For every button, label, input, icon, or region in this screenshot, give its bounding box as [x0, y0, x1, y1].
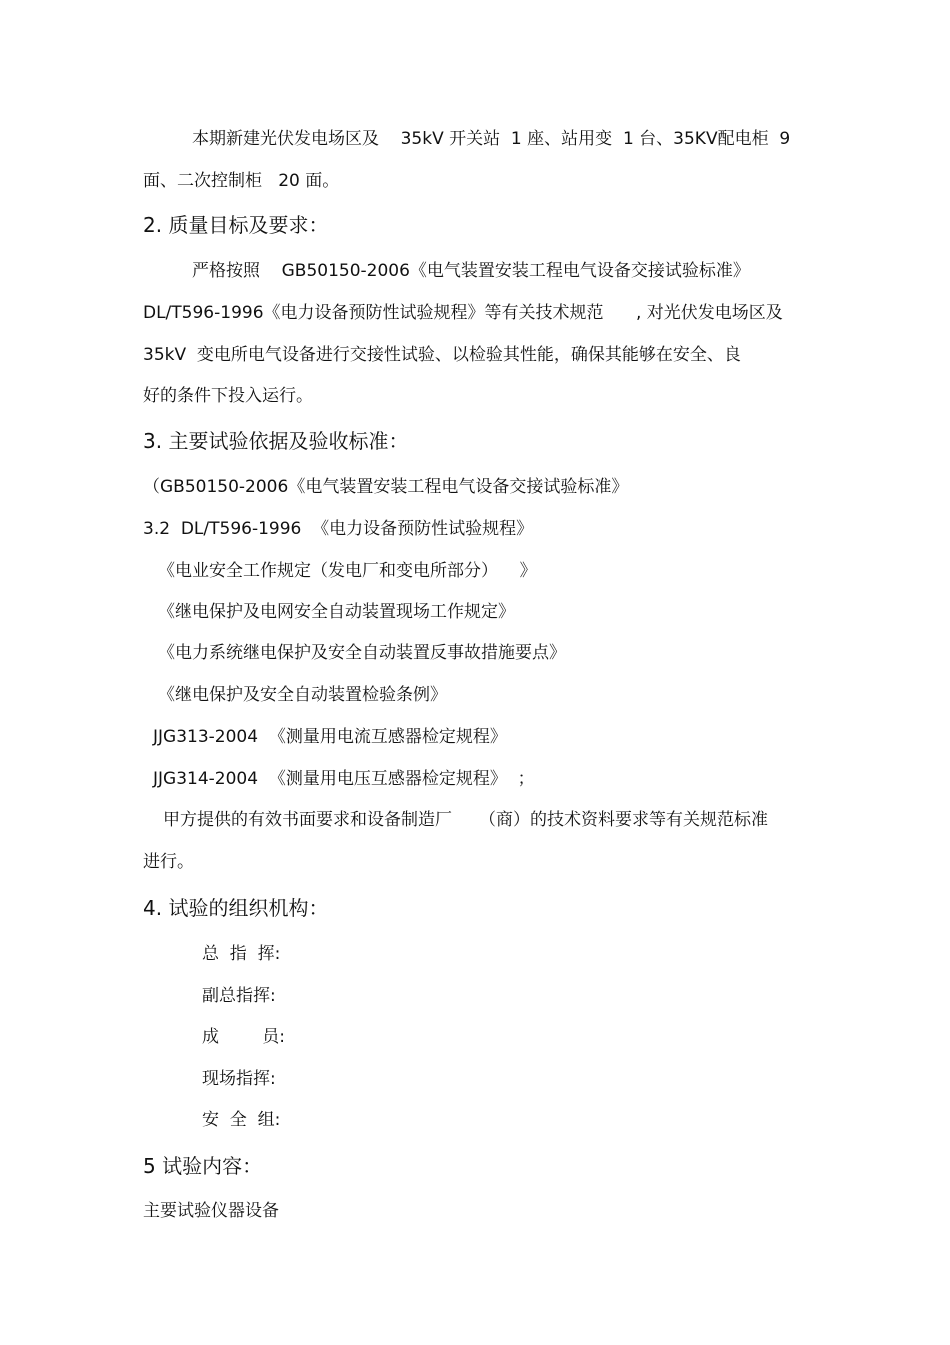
paragraph-1-line-2: 面、二次控制柜 20 面。: [143, 171, 340, 191]
standard-item-8: JJG314-2004 《测量用电压互感器检定规程》 ；: [153, 769, 535, 789]
heading-5: 5 试验内容：: [143, 1154, 263, 1178]
standard-item-9-line-1: 甲方提供的有效书面要求和设备制造厂 （商）的技术资料要求等有关规范标准: [163, 810, 769, 830]
standard-item-9-line-2: 进行。: [143, 852, 194, 872]
standard-item-7: JJG313-2004 《测量用电流互感器检定规程》: [153, 727, 507, 747]
org-label-deputy-commander: 副总指挥:: [202, 986, 276, 1006]
standard-item-6: 《继电保护及安全自动装置检验条例》: [158, 685, 447, 705]
standard-item-1: （GB50150-2006《电气装置安装工程电气设备交接试验标准》: [143, 477, 629, 497]
heading-4: 4. 试验的组织机构：: [143, 896, 329, 920]
heading-2: 2. 质量目标及要求：: [143, 213, 329, 237]
paragraph-2-line-1: 严格按照 GB50150-2006《电气装置安装工程电气设备交接试验标准》: [192, 261, 750, 281]
org-label-commander: 总 指 挥:: [202, 944, 281, 964]
paragraph-5: 主要试验仪器设备: [143, 1201, 279, 1221]
paragraph-2-line-4: 好的条件下投入运行。: [143, 386, 313, 406]
standard-item-2: 3.2 DL/T596-1996 《电力设备预防性试验规程》: [143, 519, 534, 539]
heading-3: 3. 主要试验依据及验收标准：: [143, 429, 409, 453]
paragraph-2-line-2: DL/T596-1996《电力设备预防性试验规程》等有关技术规范 , 对光伏发电场区及: [143, 303, 783, 323]
org-label-site-commander: 现场指挥:: [202, 1069, 276, 1089]
org-label-members: 成 员:: [202, 1027, 285, 1047]
paragraph-1-line-1: 本期新建光伏发电场区及 35kV 开关站 1 座、站用变 1 台、35KV配电柜 9: [192, 129, 791, 149]
standard-item-3: 《电业安全工作规定（发电厂和变电所部分） 》: [158, 561, 537, 581]
paragraph-2-line-3: 35kV 变电所电气设备进行交接性试验、以检验其性能，确保其能够在安全、良: [143, 345, 741, 365]
standard-item-5: 《电力系统继电保护及安全自动装置反事故措施要点》: [158, 643, 566, 663]
standard-item-4: 《继电保护及电网安全自动装置现场工作规定》: [158, 602, 515, 622]
org-label-safety-team: 安 全 组:: [202, 1110, 281, 1130]
